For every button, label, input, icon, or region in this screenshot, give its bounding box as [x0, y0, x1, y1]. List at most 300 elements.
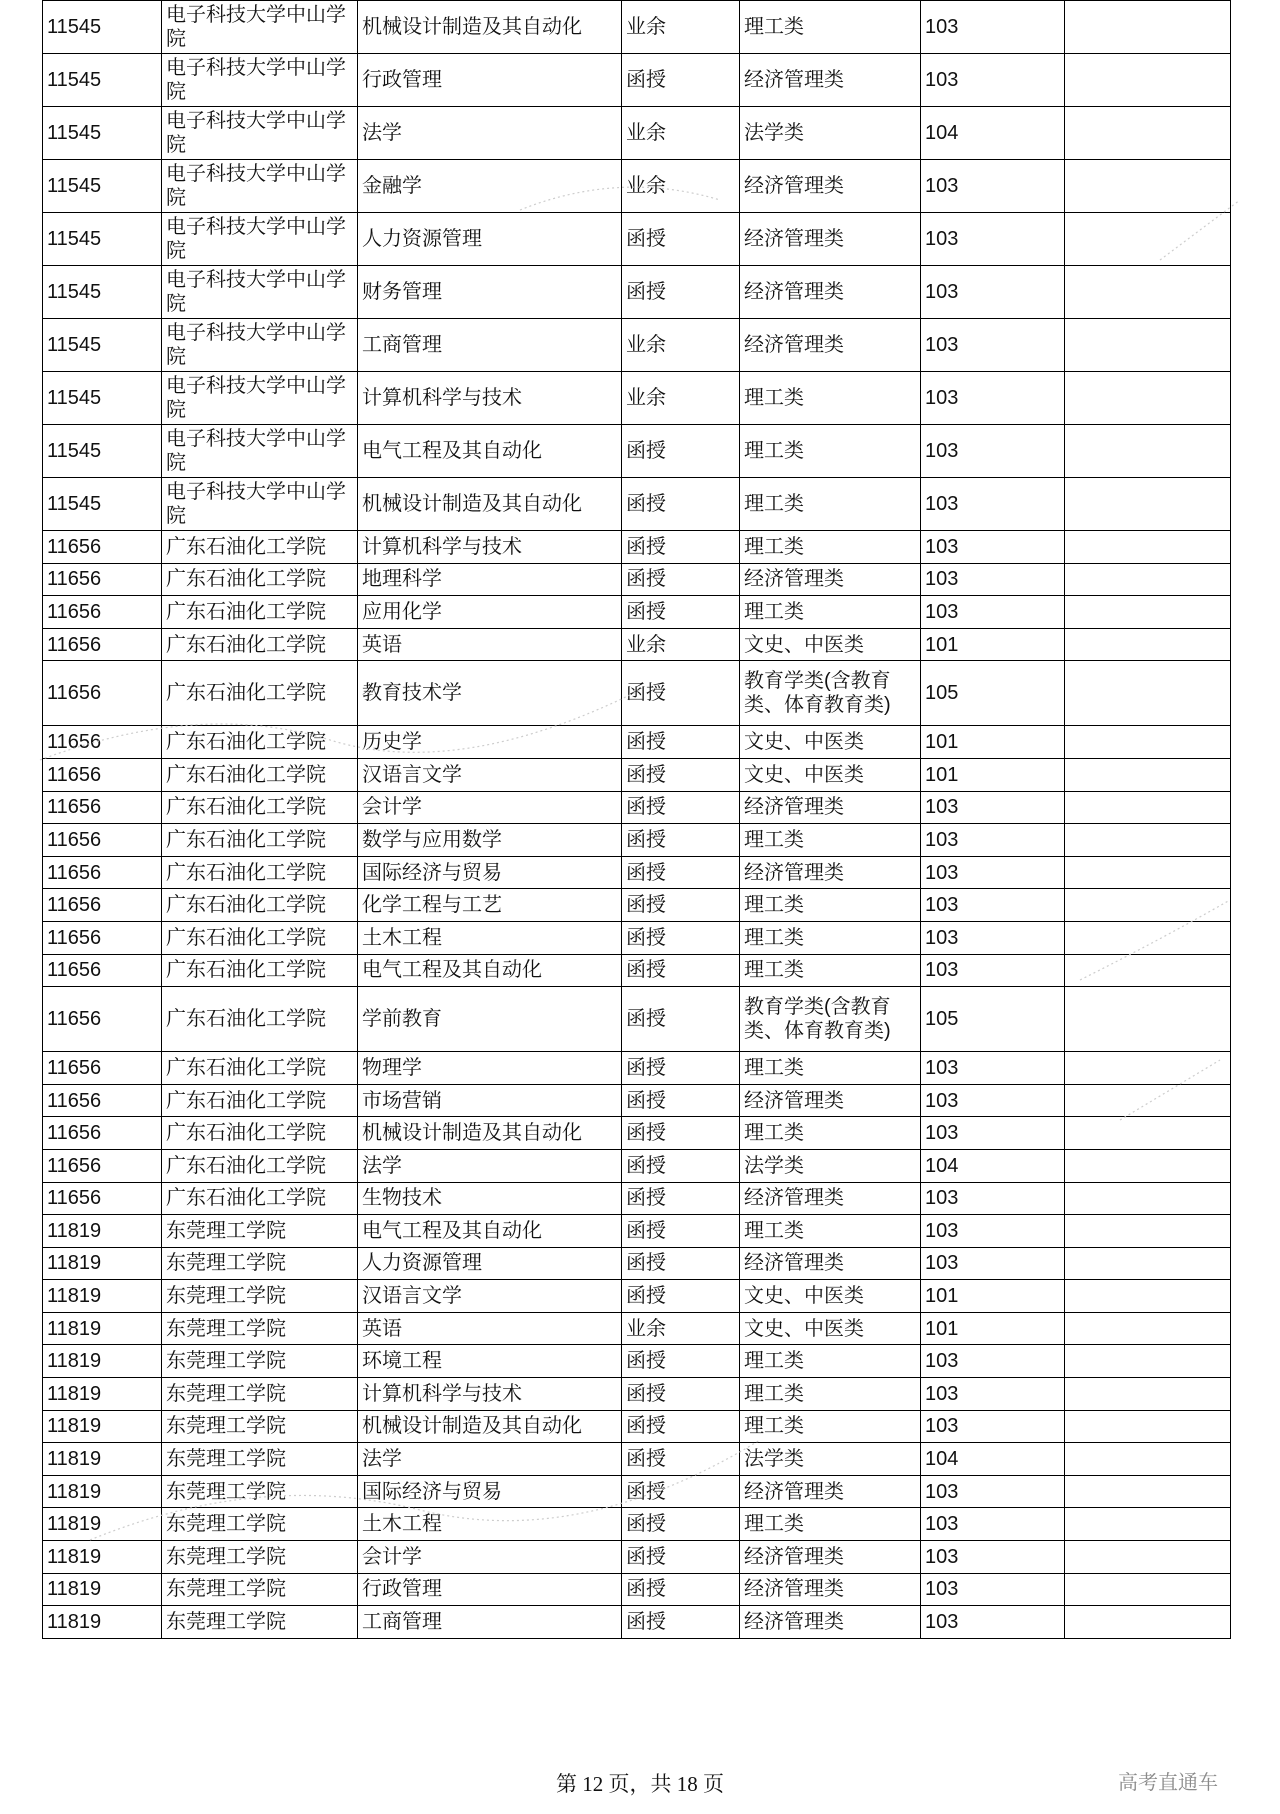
- code-cell: 11545: [43, 425, 162, 478]
- category-cell: 理工类: [740, 889, 921, 922]
- score-cell: 103: [921, 478, 1065, 531]
- school-cell: 电子科技大学中山学院: [162, 160, 358, 213]
- school-cell: 电子科技大学中山学院: [162, 54, 358, 107]
- code-cell: 11545: [43, 266, 162, 319]
- code-cell: 11819: [43, 1410, 162, 1443]
- note-cell: [1065, 1508, 1231, 1541]
- mode-cell: 函授: [622, 1541, 740, 1574]
- table-row: [43, 160, 1231, 213]
- major-cell: 机械设计制造及其自动化: [358, 478, 622, 531]
- score-cell: 103: [921, 1475, 1065, 1508]
- major-cell: 土木工程: [358, 1508, 622, 1541]
- note-cell: [1065, 758, 1231, 791]
- major-cell: 计算机科学与技术: [358, 1378, 622, 1411]
- school-cell: 广东石油化工学院: [162, 628, 358, 661]
- table-row: [43, 1052, 1231, 1085]
- mode-cell: 函授: [622, 1378, 740, 1411]
- score-cell: 103: [921, 1541, 1065, 1574]
- major-cell: 财务管理: [358, 266, 622, 319]
- note-cell: [1065, 1247, 1231, 1280]
- category-cell: 文史、中医类: [740, 726, 921, 759]
- table-row: [43, 661, 1231, 726]
- score-cell: 103: [921, 563, 1065, 596]
- code-cell: 11819: [43, 1606, 162, 1639]
- category-cell: 文史、中医类: [740, 628, 921, 661]
- category-cell: 经济管理类: [740, 1182, 921, 1215]
- school-cell: 东莞理工学院: [162, 1215, 358, 1248]
- major-cell: 数学与应用数学: [358, 824, 622, 857]
- category-cell: 经济管理类: [740, 791, 921, 824]
- school-cell: 电子科技大学中山学院: [162, 213, 358, 266]
- note-cell: [1065, 478, 1231, 531]
- table-row: [43, 1247, 1231, 1280]
- category-cell: 理工类: [740, 1378, 921, 1411]
- score-cell: 103: [921, 266, 1065, 319]
- table-row: [43, 628, 1231, 661]
- table-row: [43, 758, 1231, 791]
- table-row: [43, 531, 1231, 564]
- score-cell: 103: [921, 1247, 1065, 1280]
- category-cell: 教育学类(含教育类、体育教育类): [740, 987, 921, 1052]
- score-cell: 103: [921, 856, 1065, 889]
- code-cell: 11819: [43, 1573, 162, 1606]
- code-cell: 11819: [43, 1378, 162, 1411]
- score-cell: 103: [921, 1182, 1065, 1215]
- major-cell: 汉语言文学: [358, 758, 622, 791]
- page-number: 第 12 页，共 18 页: [556, 1772, 724, 1796]
- score-cell: 103: [921, 1215, 1065, 1248]
- school-cell: 电子科技大学中山学院: [162, 478, 358, 531]
- school-cell: 广东石油化工学院: [162, 856, 358, 889]
- mode-cell: 函授: [622, 921, 740, 954]
- table-row: [43, 266, 1231, 319]
- mode-cell: 函授: [622, 1182, 740, 1215]
- note-cell: [1065, 1475, 1231, 1508]
- score-cell: 101: [921, 758, 1065, 791]
- category-cell: 法学类: [740, 1149, 921, 1182]
- school-cell: 东莞理工学院: [162, 1508, 358, 1541]
- school-cell: 电子科技大学中山学院: [162, 319, 358, 372]
- mode-cell: 函授: [622, 889, 740, 922]
- mode-cell: 函授: [622, 531, 740, 564]
- mode-cell: 函授: [622, 726, 740, 759]
- category-cell: 经济管理类: [740, 563, 921, 596]
- score-cell: 103: [921, 1052, 1065, 1085]
- major-cell: 土木工程: [358, 921, 622, 954]
- major-cell: 英语: [358, 628, 622, 661]
- mode-cell: 业余: [622, 160, 740, 213]
- mode-cell: 函授: [622, 987, 740, 1052]
- major-cell: 人力资源管理: [358, 1247, 622, 1280]
- mode-cell: 业余: [622, 1, 740, 54]
- school-cell: 东莞理工学院: [162, 1247, 358, 1280]
- mode-cell: 函授: [622, 1606, 740, 1639]
- table-row: [43, 1, 1231, 54]
- note-cell: [1065, 1410, 1231, 1443]
- mode-cell: 函授: [622, 1215, 740, 1248]
- mode-cell: 函授: [622, 1345, 740, 1378]
- major-cell: 环境工程: [358, 1345, 622, 1378]
- note-cell: [1065, 54, 1231, 107]
- school-cell: 广东石油化工学院: [162, 661, 358, 726]
- category-cell: 经济管理类: [740, 266, 921, 319]
- table-row: [43, 856, 1231, 889]
- table-row: [43, 791, 1231, 824]
- table-row: [43, 1280, 1231, 1313]
- category-cell: 理工类: [740, 1345, 921, 1378]
- school-cell: 广东石油化工学院: [162, 596, 358, 629]
- major-cell: 机械设计制造及其自动化: [358, 1410, 622, 1443]
- school-cell: 电子科技大学中山学院: [162, 266, 358, 319]
- score-cell: 103: [921, 1, 1065, 54]
- note-cell: [1065, 1541, 1231, 1574]
- major-cell: 物理学: [358, 1052, 622, 1085]
- category-cell: 理工类: [740, 1508, 921, 1541]
- school-cell: 广东石油化工学院: [162, 1117, 358, 1150]
- admission-score-table: [42, 0, 1231, 1639]
- score-cell: 103: [921, 372, 1065, 425]
- category-cell: 理工类: [740, 596, 921, 629]
- major-cell: 计算机科学与技术: [358, 531, 622, 564]
- school-cell: 广东石油化工学院: [162, 824, 358, 857]
- code-cell: 11656: [43, 824, 162, 857]
- score-cell: 103: [921, 889, 1065, 922]
- category-cell: 理工类: [740, 921, 921, 954]
- major-cell: 法学: [358, 107, 622, 160]
- note-cell: [1065, 531, 1231, 564]
- school-cell: 广东石油化工学院: [162, 1084, 358, 1117]
- score-cell: 103: [921, 1378, 1065, 1411]
- category-cell: 法学类: [740, 107, 921, 160]
- score-cell: 101: [921, 1280, 1065, 1313]
- table-row: [43, 1312, 1231, 1345]
- note-cell: [1065, 1443, 1231, 1476]
- brand-watermark-text: 高考直通车: [1118, 1770, 1218, 1794]
- mode-cell: 函授: [622, 758, 740, 791]
- table-row: [43, 954, 1231, 987]
- major-cell: 电气工程及其自动化: [358, 1215, 622, 1248]
- school-cell: 东莞理工学院: [162, 1312, 358, 1345]
- code-cell: 11819: [43, 1280, 162, 1313]
- note-cell: [1065, 1117, 1231, 1150]
- note-cell: [1065, 563, 1231, 596]
- school-cell: 东莞理工学院: [162, 1280, 358, 1313]
- category-cell: 经济管理类: [740, 856, 921, 889]
- category-cell: 经济管理类: [740, 54, 921, 107]
- score-cell: 103: [921, 54, 1065, 107]
- category-cell: 理工类: [740, 372, 921, 425]
- score-cell: 105: [921, 987, 1065, 1052]
- table-row: [43, 987, 1231, 1052]
- table-row: [43, 1117, 1231, 1150]
- category-cell: 经济管理类: [740, 1606, 921, 1639]
- score-cell: 103: [921, 824, 1065, 857]
- code-cell: 11656: [43, 1117, 162, 1150]
- school-cell: 东莞理工学院: [162, 1410, 358, 1443]
- school-cell: 广东石油化工学院: [162, 1052, 358, 1085]
- category-cell: 理工类: [740, 824, 921, 857]
- mode-cell: 函授: [622, 563, 740, 596]
- mode-cell: 函授: [622, 954, 740, 987]
- note-cell: [1065, 987, 1231, 1052]
- note-cell: [1065, 726, 1231, 759]
- note-cell: [1065, 889, 1231, 922]
- note-cell: [1065, 1312, 1231, 1345]
- mode-cell: 函授: [622, 266, 740, 319]
- note-cell: [1065, 160, 1231, 213]
- note-cell: [1065, 1084, 1231, 1117]
- note-cell: [1065, 1573, 1231, 1606]
- category-cell: 理工类: [740, 1, 921, 54]
- table-row: [43, 596, 1231, 629]
- major-cell: 教育技术学: [358, 661, 622, 726]
- school-cell: 东莞理工学院: [162, 1378, 358, 1411]
- code-cell: 11545: [43, 1, 162, 54]
- category-cell: 理工类: [740, 531, 921, 564]
- mode-cell: 函授: [622, 824, 740, 857]
- table-row: [43, 824, 1231, 857]
- school-cell: 东莞理工学院: [162, 1606, 358, 1639]
- school-cell: 电子科技大学中山学院: [162, 1, 358, 54]
- score-cell: 105: [921, 661, 1065, 726]
- code-cell: 11656: [43, 596, 162, 629]
- category-cell: 理工类: [740, 1117, 921, 1150]
- major-cell: 学前教育: [358, 987, 622, 1052]
- mode-cell: 函授: [622, 1508, 740, 1541]
- code-cell: 11656: [43, 889, 162, 922]
- note-cell: [1065, 824, 1231, 857]
- school-cell: 广东石油化工学院: [162, 921, 358, 954]
- code-cell: 11819: [43, 1247, 162, 1280]
- mode-cell: 函授: [622, 1573, 740, 1606]
- mode-cell: 业余: [622, 372, 740, 425]
- table-body: [43, 1, 1231, 1639]
- note-cell: [1065, 921, 1231, 954]
- score-cell: 104: [921, 107, 1065, 160]
- school-cell: 广东石油化工学院: [162, 563, 358, 596]
- category-cell: 经济管理类: [740, 1541, 921, 1574]
- mode-cell: 函授: [622, 1475, 740, 1508]
- mode-cell: 函授: [622, 1280, 740, 1313]
- school-cell: 广东石油化工学院: [162, 726, 358, 759]
- school-cell: 广东石油化工学院: [162, 954, 358, 987]
- code-cell: 11819: [43, 1443, 162, 1476]
- note-cell: [1065, 791, 1231, 824]
- note-cell: [1065, 1, 1231, 54]
- code-cell: 11819: [43, 1508, 162, 1541]
- major-cell: 应用化学: [358, 596, 622, 629]
- major-cell: 法学: [358, 1149, 622, 1182]
- code-cell: 11819: [43, 1541, 162, 1574]
- note-cell: [1065, 1378, 1231, 1411]
- score-cell: 103: [921, 531, 1065, 564]
- code-cell: 11656: [43, 661, 162, 726]
- category-cell: 经济管理类: [740, 213, 921, 266]
- code-cell: 11545: [43, 54, 162, 107]
- category-cell: 教育学类(含教育类、体育教育类): [740, 661, 921, 726]
- note-cell: [1065, 1606, 1231, 1639]
- mode-cell: 函授: [622, 856, 740, 889]
- category-cell: 经济管理类: [740, 1247, 921, 1280]
- score-cell: 103: [921, 1606, 1065, 1639]
- category-cell: 经济管理类: [740, 160, 921, 213]
- note-cell: [1065, 372, 1231, 425]
- mode-cell: 函授: [622, 596, 740, 629]
- code-cell: 11656: [43, 791, 162, 824]
- score-cell: 103: [921, 1410, 1065, 1443]
- category-cell: 理工类: [740, 1052, 921, 1085]
- category-cell: 经济管理类: [740, 1084, 921, 1117]
- major-cell: 国际经济与贸易: [358, 1475, 622, 1508]
- score-cell: 104: [921, 1443, 1065, 1476]
- table-row: [43, 372, 1231, 425]
- score-cell: 103: [921, 921, 1065, 954]
- mode-cell: 函授: [622, 1117, 740, 1150]
- school-cell: 东莞理工学院: [162, 1573, 358, 1606]
- major-cell: 人力资源管理: [358, 213, 622, 266]
- note-cell: [1065, 954, 1231, 987]
- major-cell: 行政管理: [358, 1573, 622, 1606]
- school-cell: 电子科技大学中山学院: [162, 107, 358, 160]
- school-cell: 广东石油化工学院: [162, 889, 358, 922]
- note-cell: [1065, 1149, 1231, 1182]
- mode-cell: 业余: [622, 319, 740, 372]
- code-cell: 11656: [43, 1149, 162, 1182]
- note-cell: [1065, 1280, 1231, 1313]
- major-cell: 历史学: [358, 726, 622, 759]
- table-row: [43, 107, 1231, 160]
- table-row: [43, 726, 1231, 759]
- category-cell: 理工类: [740, 1215, 921, 1248]
- table-row: [43, 1410, 1231, 1443]
- note-cell: [1065, 1345, 1231, 1378]
- code-cell: 11656: [43, 856, 162, 889]
- table-row: [43, 1541, 1231, 1574]
- table-row: [43, 54, 1231, 107]
- mode-cell: 函授: [622, 1410, 740, 1443]
- mode-cell: 函授: [622, 478, 740, 531]
- table-row: [43, 213, 1231, 266]
- category-cell: 理工类: [740, 954, 921, 987]
- table-row: [43, 1215, 1231, 1248]
- table-row: [43, 1378, 1231, 1411]
- mode-cell: 函授: [622, 54, 740, 107]
- code-cell: 11656: [43, 987, 162, 1052]
- major-cell: 地理科学: [358, 563, 622, 596]
- note-cell: [1065, 319, 1231, 372]
- major-cell: 国际经济与贸易: [358, 856, 622, 889]
- mode-cell: 业余: [622, 107, 740, 160]
- mode-cell: 函授: [622, 1443, 740, 1476]
- major-cell: 金融学: [358, 160, 622, 213]
- school-cell: 广东石油化工学院: [162, 791, 358, 824]
- school-cell: 电子科技大学中山学院: [162, 425, 358, 478]
- major-cell: 电气工程及其自动化: [358, 954, 622, 987]
- major-cell: 化学工程与工艺: [358, 889, 622, 922]
- major-cell: 计算机科学与技术: [358, 372, 622, 425]
- school-cell: 东莞理工学院: [162, 1345, 358, 1378]
- score-cell: 103: [921, 1084, 1065, 1117]
- code-cell: 11545: [43, 107, 162, 160]
- code-cell: 11819: [43, 1215, 162, 1248]
- score-cell: 101: [921, 628, 1065, 661]
- code-cell: 11545: [43, 372, 162, 425]
- note-cell: [1065, 107, 1231, 160]
- code-cell: 11819: [43, 1345, 162, 1378]
- note-cell: [1065, 1182, 1231, 1215]
- note-cell: [1065, 425, 1231, 478]
- code-cell: 11656: [43, 1182, 162, 1215]
- code-cell: 11545: [43, 319, 162, 372]
- school-cell: 广东石油化工学院: [162, 1182, 358, 1215]
- score-cell: 103: [921, 954, 1065, 987]
- major-cell: 会计学: [358, 791, 622, 824]
- code-cell: 11656: [43, 1084, 162, 1117]
- code-cell: 11656: [43, 628, 162, 661]
- major-cell: 汉语言文学: [358, 1280, 622, 1313]
- note-cell: [1065, 596, 1231, 629]
- school-cell: 东莞理工学院: [162, 1443, 358, 1476]
- mode-cell: 业余: [622, 628, 740, 661]
- score-cell: 103: [921, 1345, 1065, 1378]
- table-row: [43, 1475, 1231, 1508]
- category-cell: 文史、中医类: [740, 1312, 921, 1345]
- code-cell: 11656: [43, 726, 162, 759]
- school-cell: 广东石油化工学院: [162, 987, 358, 1052]
- code-cell: 11545: [43, 478, 162, 531]
- score-cell: 101: [921, 1312, 1065, 1345]
- score-cell: 103: [921, 1117, 1065, 1150]
- table-row: [43, 1606, 1231, 1639]
- note-cell: [1065, 661, 1231, 726]
- table-row: [43, 319, 1231, 372]
- score-cell: 103: [921, 319, 1065, 372]
- category-cell: 经济管理类: [740, 1475, 921, 1508]
- major-cell: 工商管理: [358, 1606, 622, 1639]
- mode-cell: 函授: [622, 1084, 740, 1117]
- major-cell: 会计学: [358, 1541, 622, 1574]
- major-cell: 机械设计制造及其自动化: [358, 1117, 622, 1150]
- code-cell: 11656: [43, 563, 162, 596]
- note-cell: [1065, 1215, 1231, 1248]
- mode-cell: 函授: [622, 1247, 740, 1280]
- code-cell: 11656: [43, 758, 162, 791]
- mode-cell: 函授: [622, 425, 740, 478]
- mode-cell: 函授: [622, 791, 740, 824]
- code-cell: 11545: [43, 213, 162, 266]
- table-row: [43, 1084, 1231, 1117]
- code-cell: 11656: [43, 954, 162, 987]
- table-row: [43, 1443, 1231, 1476]
- major-cell: 生物技术: [358, 1182, 622, 1215]
- category-cell: 理工类: [740, 425, 921, 478]
- code-cell: 11656: [43, 531, 162, 564]
- code-cell: 11656: [43, 1052, 162, 1085]
- score-cell: 103: [921, 596, 1065, 629]
- note-cell: [1065, 628, 1231, 661]
- note-cell: [1065, 856, 1231, 889]
- score-cell: 103: [921, 791, 1065, 824]
- code-cell: 11819: [43, 1475, 162, 1508]
- score-cell: 104: [921, 1149, 1065, 1182]
- table-row: [43, 1573, 1231, 1606]
- category-cell: 法学类: [740, 1443, 921, 1476]
- code-cell: 11819: [43, 1312, 162, 1345]
- major-cell: 市场营销: [358, 1084, 622, 1117]
- code-cell: 11656: [43, 921, 162, 954]
- major-cell: 电气工程及其自动化: [358, 425, 622, 478]
- major-cell: 英语: [358, 1312, 622, 1345]
